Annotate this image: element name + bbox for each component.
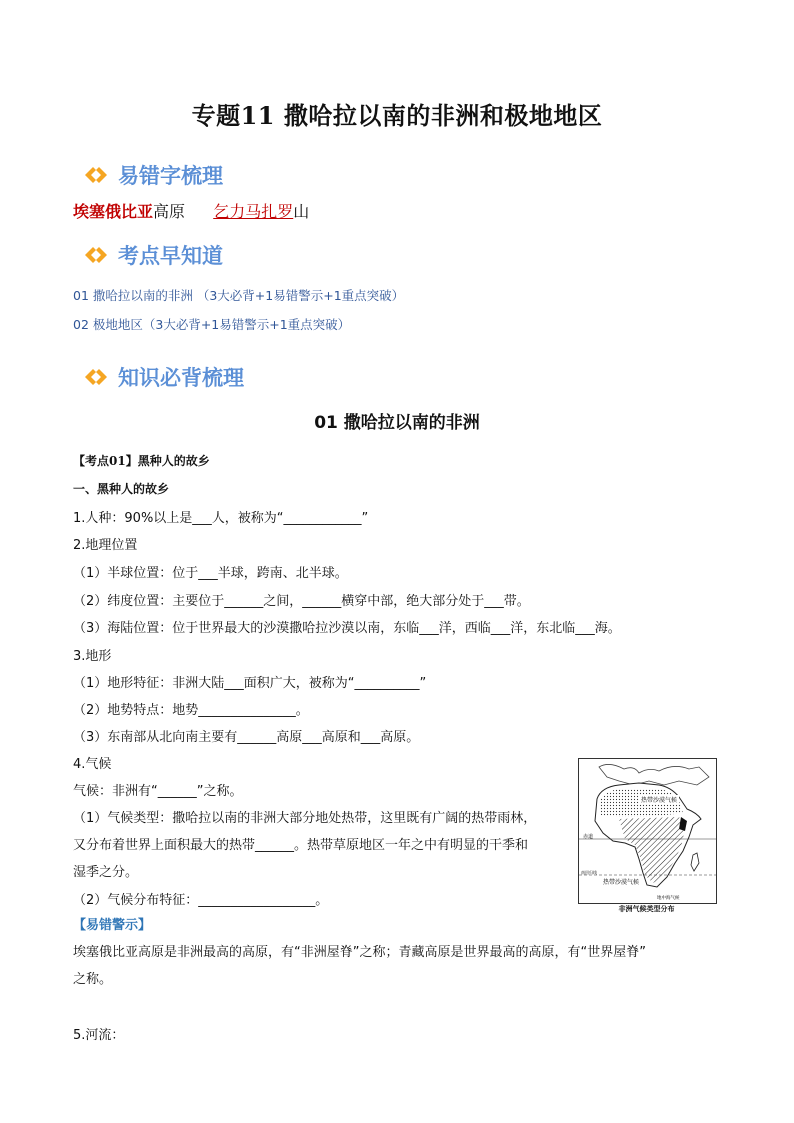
toc-link-1[interactable]: 01 撒哈拉以南的非洲 （3大必背+1易错警示+1重点突破） xyxy=(73,288,405,303)
map-label-mediterranean: 地中海气候 xyxy=(657,896,680,901)
line-terrain-feature: （1）地形特征：非洲大陆___面积广大，被称为“__________” xyxy=(73,676,427,691)
line-hemisphere: （1）半球位置：位于___半球，跨南、北半球。 xyxy=(73,566,348,581)
typo-word-2-rest: 山 xyxy=(293,202,310,221)
line-terrain-heading: 3.地形 xyxy=(73,649,112,664)
line-climate-type-1: （1）气候类型：撒哈拉以南的非洲大部分地处热带，这里既有广阔的热带雨林， xyxy=(73,811,537,826)
line-latitude: （2）纬度位置：主要位于______之间，______横穿中部，绝大部分处于___带。 xyxy=(73,594,530,609)
map-label-desert-north: 热带沙漠气候 xyxy=(641,797,678,804)
warning-text-line-1: 埃塞俄比亚高原是非洲最高的高原，有“非洲屋脊”之称；青藏高原是世界最高的高原，有“世界屋脊” xyxy=(73,945,646,960)
section-knowledge-title: 知识必背梳理 xyxy=(118,366,244,390)
section-points-header xyxy=(82,240,223,270)
part-title: 01 撒哈拉以南的非洲 xyxy=(314,413,480,433)
line-climate-distribution: （2）气候分布特征：__________________。 xyxy=(73,893,329,908)
map-label-tropic: 南回归线 xyxy=(581,870,597,875)
map-caption: 非洲气候类型分布 xyxy=(618,905,675,913)
line-race: 1.人种：90%以上是___人，被称为“____________” xyxy=(73,511,369,526)
map-label-desert-south: 热带沙漠气候 xyxy=(603,879,640,886)
line-climate-type-3: 湿季之分。 xyxy=(73,865,139,880)
africa-map-illustration xyxy=(579,759,716,903)
section-knowledge-header xyxy=(82,362,244,392)
section-typo-header xyxy=(82,160,223,190)
line-sea-land: （3）海陆位置：位于世界最大的沙漠撒哈拉沙漠以南，东临___洋，西临___洋，东北临___海。 xyxy=(73,621,621,636)
section-points-title: 考点早知道 xyxy=(118,244,223,268)
typo-word-1-rest: 高原 xyxy=(153,202,186,221)
warning-label: 【易错警示】 xyxy=(73,918,152,933)
typo-word-2-highlight: 乞力马扎罗 xyxy=(213,202,294,221)
warning-text-line-2: 之称。 xyxy=(73,972,113,987)
africa-climate-map xyxy=(578,758,717,904)
double-chevron-icon xyxy=(82,244,112,266)
page-title: 专题11 撒哈拉以南的非洲和极地地区 xyxy=(191,101,603,130)
line-plateaus: （3）东南部从北向南主要有______高原___高原和___高原。 xyxy=(73,730,420,745)
line-rivers: 5.河流： xyxy=(73,1028,125,1043)
double-chevron-icon xyxy=(82,366,112,388)
typo-word-1-highlight: 埃塞俄比亚 xyxy=(73,202,154,221)
line-climate-heading: 4.气候 xyxy=(73,757,112,772)
section-typo-title: 易错字梳理 xyxy=(118,164,223,188)
typo-line xyxy=(73,199,309,222)
double-chevron-icon xyxy=(82,164,112,186)
line-climate-type-2: 又分布着世界上面积最大的热带______。热带草原地区一年之中有明显的干季和 xyxy=(73,838,529,853)
kp-title: 【考点01】黑种人的故乡 xyxy=(73,454,210,468)
line-location-heading: 2.地理位置 xyxy=(73,538,138,553)
map-label-equator: 赤道 xyxy=(583,834,594,840)
toc-link-2[interactable]: 02 极地地区（3大必背+1易错警示+1重点突破） xyxy=(73,317,351,332)
sub-title: 一、黑种人的故乡 xyxy=(73,482,170,496)
line-climate-name: 气候：非洲有“______”之称。 xyxy=(73,784,243,799)
line-terrain-slope: （2）地势特点：地势_______________。 xyxy=(73,703,309,718)
